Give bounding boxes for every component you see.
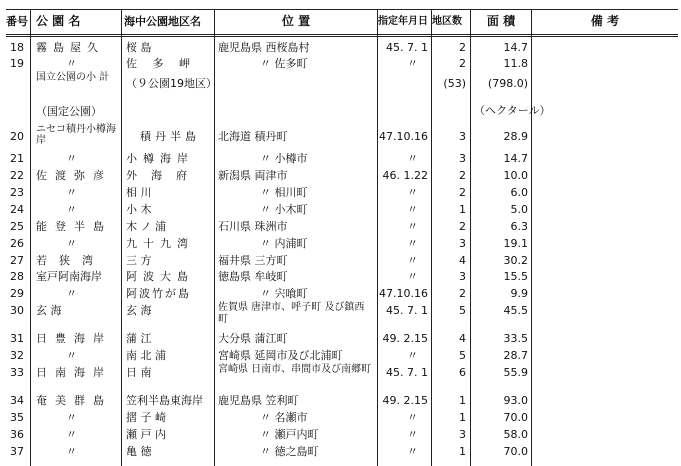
row-area: 15.5 (503, 270, 528, 283)
row-count: 2 (459, 169, 466, 182)
row-no: 20 (10, 130, 24, 143)
row-location: 〃 小樽市 (260, 152, 308, 165)
subtotal-label: 国立公園の小 計 (36, 72, 110, 83)
row-location: 大分県 蒲江町 (218, 332, 288, 345)
row-marine: 阿波竹が島 (126, 287, 191, 300)
row-count: 2 (459, 186, 466, 199)
header-rule (6, 34, 678, 35)
row-park: 〃 (66, 349, 77, 362)
row-location: 鹿児島県 笠利町 (218, 394, 299, 407)
row-count: 2 (459, 287, 466, 300)
row-count: 4 (459, 332, 466, 345)
row-no: 26 (10, 237, 24, 250)
row-area: 45.5 (503, 304, 528, 317)
row-marine: 蒲 江 (126, 332, 152, 345)
row-park: 玄 海 (36, 304, 62, 317)
row-location: 〃 佐多町 (260, 57, 308, 70)
row-park: 〃 (66, 203, 77, 216)
row-area: 5.0 (510, 203, 528, 216)
row-count: 1 (459, 394, 466, 407)
row-no: 23 (10, 186, 24, 199)
row-park: 〃 (66, 57, 77, 70)
row-location: 〃 相川町 (260, 186, 308, 199)
row-no: 35 (10, 411, 24, 424)
row-marine: 三 方 (126, 254, 152, 267)
subtotal-area: (798.0) (487, 77, 528, 90)
row-area: 70.0 (503, 445, 528, 458)
row-marine: 笠利半島東海岸 (126, 394, 203, 407)
header-area: 面 積 (486, 14, 516, 28)
row-area: 11.8 (503, 57, 528, 70)
row-no: 31 (10, 332, 24, 345)
row-marine: 阿波大島 (126, 270, 194, 283)
row-count: 1 (459, 203, 466, 216)
row-date: 〃 (407, 237, 418, 250)
header-park-name: 公 園 名 (36, 14, 81, 28)
row-park: 〃 (66, 152, 77, 165)
row-park: 日豊海岸 (36, 332, 112, 345)
row-date: 〃 (407, 428, 418, 441)
row-no: 27 (10, 254, 24, 267)
row-date: 47.10.16 (379, 130, 428, 143)
row-location: 佐賀県 唐津市、呼子町 及び鎮西町 (218, 302, 365, 325)
row-area: 28.9 (503, 130, 528, 143)
row-location: 福井県 三方町 (218, 254, 288, 267)
row-location: 宮崎県 日南市、串間市及び南郷町 (218, 364, 372, 375)
header-no: 番号 (6, 15, 28, 28)
row-date: 〃 (407, 152, 418, 165)
row-location: 〃 宍喰町 (260, 287, 308, 300)
row-count: 4 (459, 254, 466, 267)
row-area: 14.7 (503, 152, 528, 165)
row-count: 5 (459, 304, 466, 317)
row-location: 新潟県 両津市 (218, 169, 288, 182)
row-count: 3 (459, 130, 466, 143)
row-date: 〃 (407, 220, 418, 233)
row-count: 1 (459, 445, 466, 458)
row-location: 鹿児島県 西桜島村 (218, 41, 310, 54)
header-remarks: 備 考 (590, 14, 620, 28)
row-area: 30.2 (503, 254, 528, 267)
row-count: 2 (459, 57, 466, 70)
row-park: 〃 (66, 428, 77, 441)
row-date: 〃 (407, 203, 418, 216)
row-marine: 外海府 (126, 169, 201, 182)
row-park: 〃 (66, 237, 77, 250)
row-area: 6.3 (510, 220, 528, 233)
row-date: 49. 2.15 (382, 394, 428, 407)
subtotal-marine: （９公園19地区） (126, 77, 217, 90)
row-marine: 桜 島 (126, 41, 152, 54)
row-no: 22 (10, 169, 24, 182)
row-area: 14.7 (503, 41, 528, 54)
row-location: 宮崎県 延岡市及び北浦町 (218, 349, 343, 362)
row-park: 奄美群島 (36, 394, 112, 407)
row-no: 33 (10, 366, 24, 379)
header-designation-date: 指定年月日 (378, 16, 428, 27)
top-rule (6, 9, 678, 10)
header-area-count: 地区数 (432, 16, 462, 27)
row-date: 〃 (407, 411, 418, 424)
col-rule-6 (470, 9, 471, 466)
section-heading: （国定公園） (36, 105, 102, 118)
subtotal-count: (53) (443, 77, 466, 90)
row-no: 32 (10, 349, 24, 362)
row-date: 49. 2.15 (382, 332, 428, 345)
row-marine: 積丹半島 (140, 130, 200, 143)
row-count: 3 (459, 237, 466, 250)
row-location: 〃 徳之島町 (260, 445, 319, 458)
row-date: 〃 (407, 349, 418, 362)
row-area: 58.0 (503, 428, 528, 441)
row-count: 3 (459, 270, 466, 283)
row-location: 〃 小木町 (260, 203, 308, 216)
row-no: 37 (10, 445, 24, 458)
row-count: 2 (459, 220, 466, 233)
row-area: 6.0 (510, 186, 528, 199)
row-park: 霧島屋久 (36, 41, 104, 54)
row-park: 能登半島 (36, 220, 112, 233)
row-area: 19.1 (503, 237, 528, 250)
row-date: 46. 1.22 (382, 169, 428, 182)
row-no: 34 (10, 394, 24, 407)
row-no: 24 (10, 203, 24, 216)
row-location: 徳島県 牟岐町 (218, 270, 288, 283)
row-marine: 小 木 (126, 203, 152, 216)
row-no: 30 (10, 304, 24, 317)
row-area: 55.9 (503, 366, 528, 379)
row-marine: 日 南 (126, 366, 152, 379)
row-no: 29 (10, 287, 24, 300)
row-area: 9.9 (510, 287, 528, 300)
row-date: 〃 (407, 57, 418, 70)
row-date: 〃 (407, 270, 418, 283)
row-marine: 九十九湾 (126, 237, 194, 250)
col-rule-7 (531, 9, 532, 466)
row-count: 1 (459, 411, 466, 424)
row-date: 〃 (407, 186, 418, 199)
row-area: 93.0 (503, 394, 528, 407)
row-area: 70.0 (503, 411, 528, 424)
col-rule-2 (121, 9, 122, 466)
row-area: 10.0 (503, 169, 528, 182)
row-date: 47.10.16 (379, 287, 428, 300)
row-location: 〃 名瀬市 (260, 411, 308, 424)
row-location: 〃 内浦町 (260, 237, 308, 250)
row-marine: 亀 徳 (126, 445, 152, 458)
row-no: 36 (10, 428, 24, 441)
row-park: 〃 (66, 186, 77, 199)
row-park: 〃 (66, 445, 77, 458)
row-park: 〃 (66, 411, 77, 424)
row-park: 〃 (66, 287, 77, 300)
row-no: 21 (10, 152, 24, 165)
row-marine: 瀬 戸 内 (126, 428, 166, 441)
row-count: 3 (459, 428, 466, 441)
row-location: 〃 瀬戸内町 (260, 428, 319, 441)
row-marine: 小樽海岸 (126, 152, 194, 165)
row-date: 〃 (407, 445, 418, 458)
header-rule-2 (6, 36, 678, 37)
row-park: 日南海岸 (36, 366, 112, 379)
row-count: 6 (459, 366, 466, 379)
row-no: 25 (10, 220, 24, 233)
row-date: 45. 7. 1 (386, 41, 428, 54)
row-count: 5 (459, 349, 466, 362)
row-no: 18 (10, 41, 24, 54)
row-date: 45. 7. 1 (386, 304, 428, 317)
row-date: 〃 (407, 254, 418, 267)
row-marine: 相 川 (126, 186, 152, 199)
row-count: 3 (459, 152, 466, 165)
row-park: 若狭湾 (36, 254, 105, 267)
row-no: 19 (10, 57, 24, 70)
row-marine: 佐 多 岬 (126, 57, 196, 70)
row-area: 33.5 (503, 332, 528, 345)
row-location: 石川県 珠洲市 (218, 220, 288, 233)
row-park: 室戸阿南海岸 (36, 270, 102, 283)
row-marine: 南 北 浦 (126, 349, 166, 362)
row-count: 2 (459, 41, 466, 54)
row-park: ニセコ積丹小樽海岸 (36, 124, 116, 146)
row-no: 28 (10, 270, 24, 283)
row-marine: 木 ノ 浦 (126, 220, 166, 233)
row-park: 佐渡弥彦 (36, 169, 112, 182)
header-marine-area: 海中公園地区名 (124, 15, 201, 28)
row-marine: 玄 海 (126, 304, 152, 317)
header-location: 位 置 (281, 14, 311, 28)
row-location: 北海道 積丹町 (218, 130, 288, 143)
unit-label: （ヘクタール） (474, 104, 551, 117)
col-rule-1 (30, 9, 31, 466)
row-area: 28.7 (503, 349, 528, 362)
row-date: 45. 7. 1 (386, 366, 428, 379)
row-marine: 摺 子 崎 (126, 411, 166, 424)
